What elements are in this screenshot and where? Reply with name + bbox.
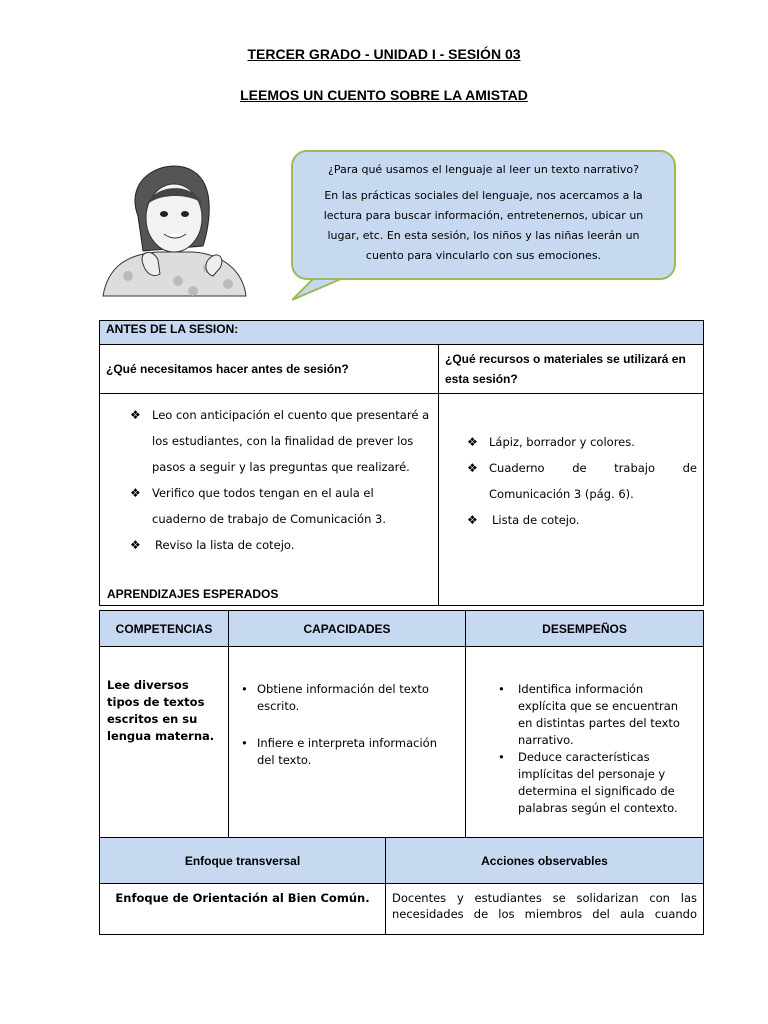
diamond-bullet-icon: ❖ [467,461,478,475]
diamond-bullet-icon: ❖ [467,435,478,449]
preparation-list [130,402,430,558]
capacities-cell [229,647,466,854]
list-item: ❖ Reviso la lista de cotejo. [130,532,430,558]
bullet-icon: • [241,682,248,696]
session-title: TERCER GRADO - UNIDAD I - SESIÓN 03 [247,46,521,62]
performances-list [496,681,695,817]
bullet-icon: • [498,682,505,696]
approach-header: Enfoque transversal [100,838,386,884]
capacities-header: CAPACIDADES [229,611,466,647]
bubble-question: ¿Para qué usamos el lenguaje al leer un texto narrativo? [328,163,639,176]
girl-illustration [98,156,248,301]
bubble-text: En las prácticas sociales del lenguaje, nos acercamos a la lectura para buscar información, entretenernos, ubicar un lugar, etc. En esta sesión, los niños y las niñas leerán un cuento para vincularlo con sus emociones. [323,189,644,262]
performances-header: DESEMPEÑOS [466,611,704,647]
resources-question: ¿Qué recursos o materiales se utilizará en esta sesión? [439,345,704,394]
list-item: • Deduce características implícitas del personaje y determina el significado de palabras según el contexto. [498,750,678,815]
competencies-table [99,610,704,854]
preparation-question: ¿Qué necesitamos hacer antes de sesión? [100,345,439,394]
diamond-bullet-icon: ❖ [130,408,141,422]
list-item: ❖ Verifico que todos tengan en el aula el cuaderno de trabajo de Comunicación 3. [130,480,430,532]
list-item: • Identifica información explícita que se encuentran en distintas partes del texto narrativo. [498,682,680,747]
actions-header: Acciones observables [386,838,704,884]
speech-bubble [291,150,676,280]
performances-cell [466,647,704,854]
expected-learning-label: APRENDIZAJES ESPERADOS [107,587,279,601]
before-session-heading: ANTES DE LA SESION: [100,321,704,345]
list-item: ❖ Lápiz, borrador y colores. [467,429,697,455]
list-item: • Infiere e interpreta información del texto. [241,736,437,767]
actions-cell: Docentes y estudiantes se solidarizan con las necesidades de los miembros del aula cuando [386,884,704,935]
resources-cell [439,394,704,606]
bullet-icon: • [241,736,248,750]
resources-list [467,429,697,533]
preparation-cell [100,394,439,606]
list-item: ❖ Cuaderno de trabajo de Comunicación 3 (pág. 6). [467,455,697,507]
session-subtitle: LEEMOS UN CUENTO SOBRE LA AMISTAD [240,87,528,103]
list-item: ❖ Lista de cotejo. [467,507,697,533]
list-item: • Obtiene información del texto escrito. [241,682,429,713]
approach-cell: Enfoque de Orientación al Bien Común. [100,884,386,935]
capacities-list [239,681,457,769]
list-item: ❖ Leo con anticipación el cuento que presentaré a los estudiantes, con la finalidad de prever los pasos a seguir y las preguntas que realizaré. [130,402,430,480]
competency-cell: Lee diversos tipos de textos escritos en su lengua materna. [100,647,229,854]
before-session-table [99,320,704,606]
diamond-bullet-icon: ❖ [467,513,478,527]
approach-table [99,837,704,935]
bullet-icon: • [498,750,505,764]
diamond-bullet-icon: ❖ [130,486,141,500]
diamond-bullet-icon: ❖ [130,538,141,552]
competencies-header: COMPETENCIAS [100,611,229,647]
